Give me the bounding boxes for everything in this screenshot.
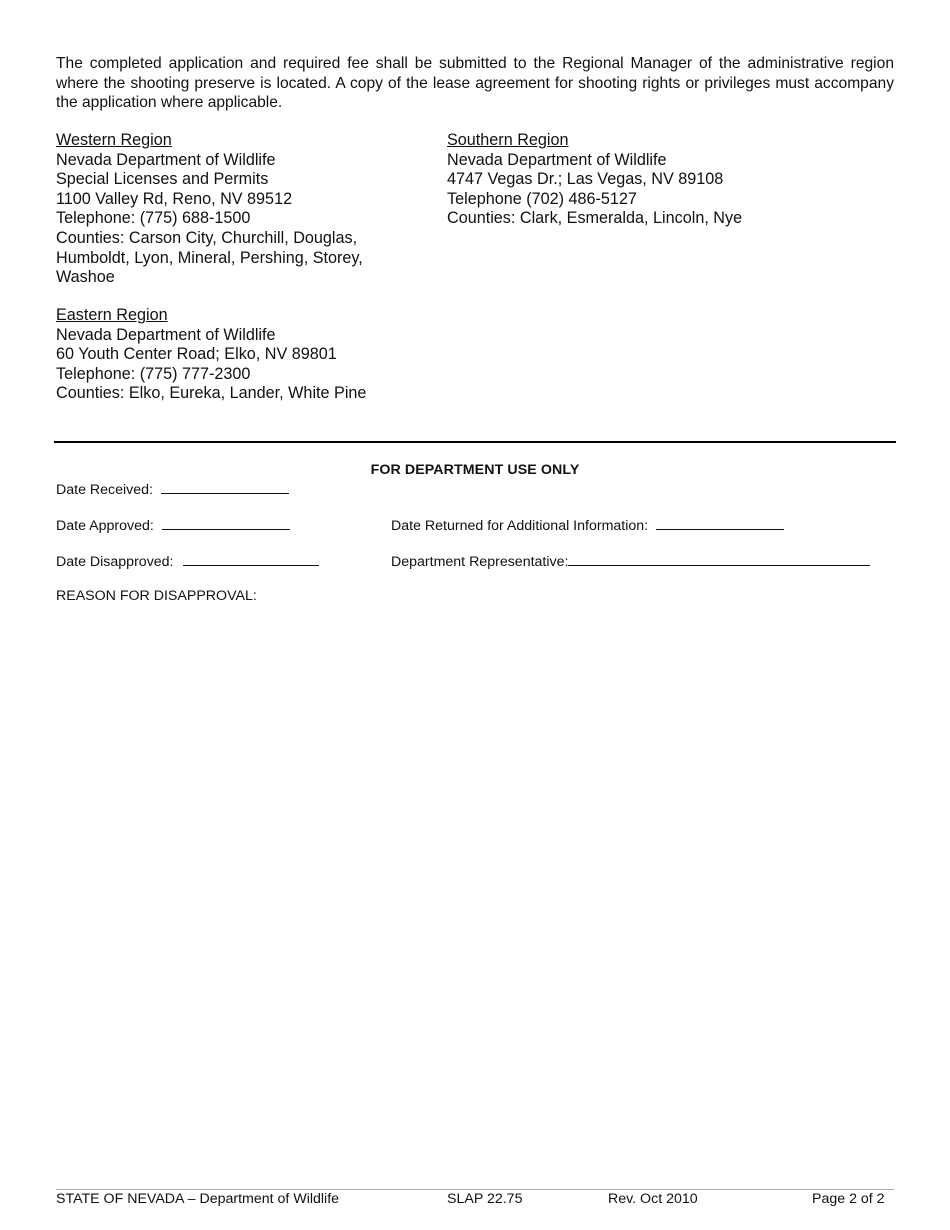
department-representative-blank[interactable] [568,551,870,566]
southern-region-title: Southern Region [447,131,569,149]
western-region-line: Washoe [56,268,115,287]
date-received-field [56,479,289,499]
eastern-region-title: Eastern Region [56,306,168,324]
western-region-line: Humboldt, Lyon, Mineral, Pershing, Storey, [56,248,363,267]
western-region-block [56,131,363,288]
intro-paragraph: The completed application and required fee shall be submitted to the Regional Manager of the administrative region where the shooting preserve is located. A copy of the lease agreement for shooting rights or privileges must accompany the application where applicable. [56,55,894,111]
footer-form-number: SLAP 22.75 [447,1191,523,1207]
reason-for-disapproval-label: REASON FOR DISAPPROVAL: [56,588,257,604]
date-returned-blank[interactable] [656,515,784,530]
date-disapproved-label: Date Disapproved: [56,554,174,570]
western-region-line: Counties: Carson City, Churchill, Douglas, [56,228,358,247]
western-region-line: Special Licenses and Permits [56,170,269,189]
footer-page-number: Page 2 of 2 [812,1191,885,1207]
eastern-region-block [56,306,366,404]
date-returned-field [391,515,784,535]
eastern-region-line: Telephone: (775) 777-2300 [56,364,251,383]
western-region-line: Nevada Department of Wildlife [56,150,276,169]
southern-region-line: Telephone (702) 486-5127 [447,189,637,208]
eastern-region-line: 60 Youth Center Road; Elko, NV 89801 [56,345,337,364]
western-region-title: Western Region [56,131,172,149]
department-representative-label: Department Representative: [391,554,569,570]
southern-region-line: Counties: Clark, Esmeralda, Lincoln, Nye [447,209,743,228]
date-received-blank[interactable] [161,479,289,494]
department-use-title: FOR DEPARTMENT USE ONLY [370,462,580,478]
date-disapproved-blank[interactable] [183,551,319,566]
date-approved-blank[interactable] [162,515,290,530]
date-received-label: Date Received: [56,482,153,498]
southern-region-line: 4747 Vegas Dr.; Las Vegas, NV 89108 [447,170,724,189]
date-approved-label: Date Approved: [56,518,154,534]
southern-region-line: Nevada Department of Wildlife [447,150,667,169]
footer-divider [56,1189,894,1190]
southern-region-block [447,131,742,229]
western-region-line: Telephone: (775) 688-1500 [56,209,251,228]
date-disapproved-field [56,551,319,571]
eastern-region-line: Nevada Department of Wildlife [56,325,276,344]
date-approved-field [56,515,290,535]
section-divider [54,441,896,443]
footer-agency: STATE OF NEVADA – Department of Wildlife [56,1191,340,1207]
eastern-region-line: Counties: Elko, Eureka, Lander, White Pine [56,384,367,403]
western-region-line: 1100 Valley Rd, Reno, NV 89512 [56,189,293,208]
department-representative-field [391,551,870,571]
footer-revision: Rev. Oct 2010 [608,1191,698,1207]
date-returned-label: Date Returned for Additional Information: [391,518,649,534]
